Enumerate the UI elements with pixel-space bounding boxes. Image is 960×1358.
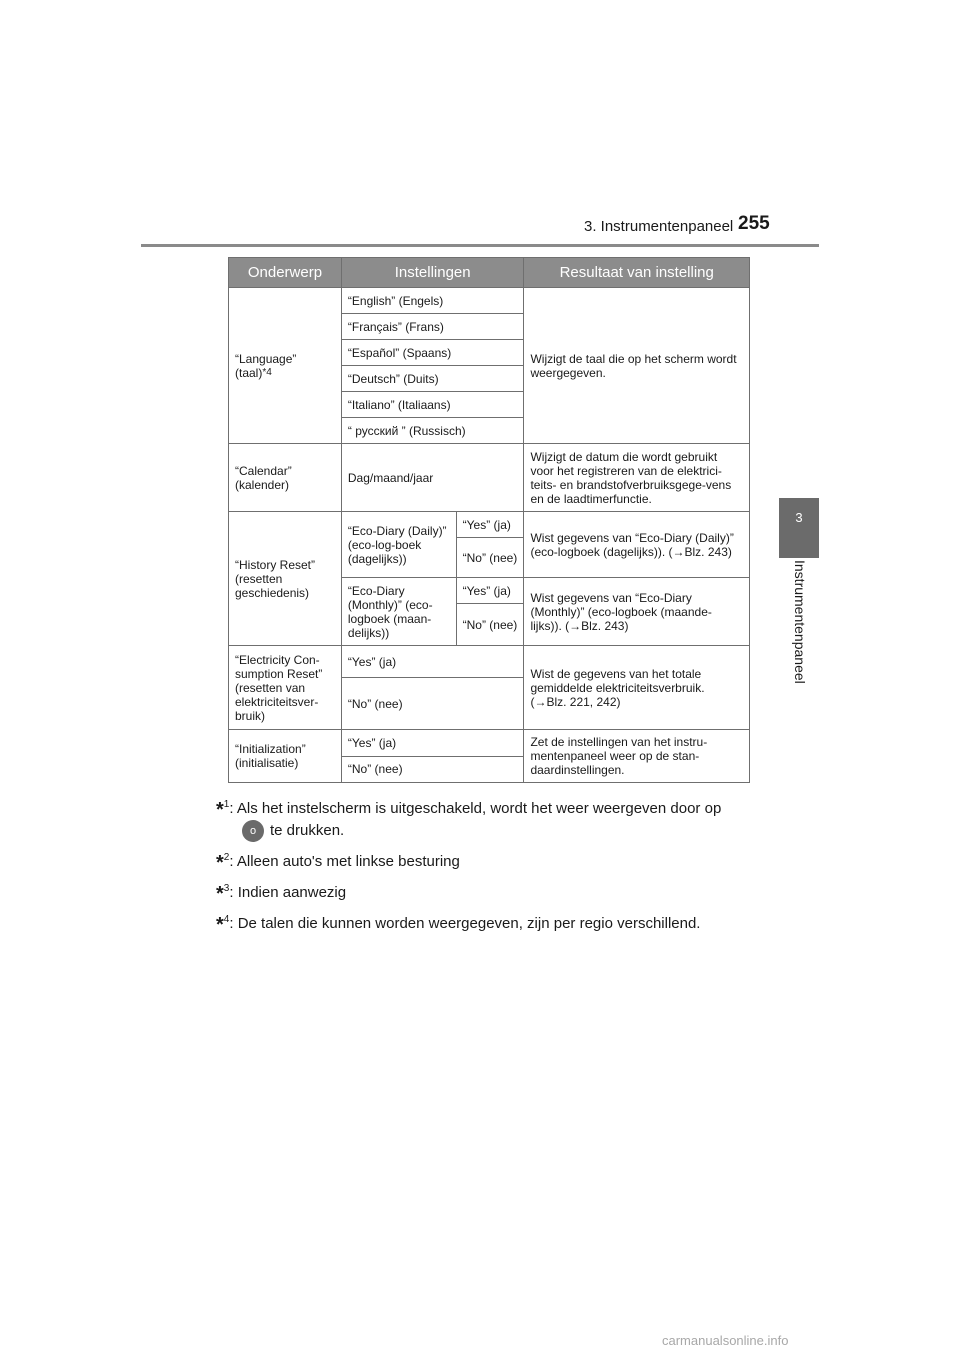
footnote-2 (216, 848, 756, 873)
footnote-number: 4 (223, 914, 230, 925)
section-title: 3. Instrumentenpaneel (584, 218, 734, 235)
footnote-number: 3 (223, 883, 230, 894)
result-electricity-reset: Wist de gegevens van het totale gemiddelde elektriciteitsverbruik. (→Blz. 221, 242) (524, 646, 750, 730)
setting-option: “Español” (Spaans) (341, 340, 524, 366)
setting-option: “Français” (Frans) (341, 314, 524, 340)
item-initialization: “Initialization” (initialisatie) (229, 730, 342, 783)
watermark: carmanualsonline.info (662, 1333, 789, 1348)
setting-option: “Italiano” (Italiaans) (341, 392, 524, 418)
option-no: “No” (nee) (341, 756, 524, 783)
item-calendar: “Calendar” (kalender) (229, 444, 342, 512)
table-row (229, 730, 750, 757)
setting-option: “ русский ” (Russisch) (341, 418, 524, 444)
footnote-text: : Alleen auto's met linkse besturing (229, 853, 460, 870)
column-header-item: Onderwerp (229, 258, 342, 288)
footnote-3 (216, 879, 756, 904)
option-yes: “Yes” (ja) (341, 730, 524, 757)
footnote-star: * (216, 914, 224, 936)
footnote-number: 2 (223, 852, 230, 863)
option-no: “No” (nee) (456, 538, 524, 578)
option-yes: “Yes” (ja) (456, 512, 524, 538)
footnote-1 (216, 795, 756, 842)
footnote-star: * (216, 852, 224, 874)
result-initialization: Zet de instellingen van het instru-mentenpaneel weer op de stan-daardinstellingen. (524, 730, 750, 783)
footnote-number: 1 (223, 799, 230, 810)
chapter-tab (779, 498, 819, 558)
setting-calendar: Dag/maand/jaar (341, 444, 524, 512)
table-header-row (229, 258, 750, 288)
table-row (229, 288, 750, 314)
footnote-continuation: te drukken. (270, 822, 345, 839)
settings-table (228, 257, 750, 783)
footnote-star: * (262, 366, 267, 378)
footnote-number: 4 (266, 366, 272, 378)
option-yes: “Yes” (ja) (456, 578, 524, 604)
item-language-text: “Language” (taal) (235, 351, 297, 380)
footnote-text: : De talen die kunnen worden weergegeven, zijn per regio verschillend. (229, 915, 701, 932)
option-yes: “Yes” (ja) (341, 646, 524, 678)
column-header-settings: Instellingen (341, 258, 524, 288)
item-history-reset: “History Reset” (resetten geschiedenis) (229, 512, 342, 646)
table-row (229, 512, 750, 538)
footnote-4 (216, 910, 756, 935)
setting-option: “Deutsch” (Duits) (341, 366, 524, 392)
column-header-result: Resultaat van instelling (524, 258, 750, 288)
result-calendar: Wijzigt de datum die wordt gebruikt voor het registreren van de elektrici-teits- en brandstofverbruiksgege-vens en de laadtimerfunctie. (524, 444, 750, 512)
option-no: “No” (nee) (341, 678, 524, 730)
chapter-number: 3 (795, 510, 803, 525)
option-no: “No” (nee) (456, 604, 524, 646)
item-language (229, 288, 342, 444)
footnote-text: : Als het instelscherm is uitgeschakeld, wordt het weer weergeven door op (229, 800, 722, 817)
round-control-button-icon: o (242, 820, 264, 842)
footnotes (216, 795, 756, 941)
result-language: Wijzigt de taal die op het scherm wordt weergegeven. (524, 288, 750, 444)
table-row (229, 646, 750, 678)
footnote-star: * (216, 883, 224, 905)
result-eco-diary-daily: Wist gegevens van “Eco-Diary (Daily)” (eco-logboek (dagelijks)). (→Blz. 243) (524, 512, 750, 578)
header-divider (141, 244, 819, 247)
result-eco-diary-monthly: Wist gegevens van “Eco-Diary (Monthly)” (eco-logboek (maande-lijks)). (→Blz. 243) (524, 578, 750, 646)
setting-eco-diary-daily: “Eco-Diary (Daily)” (eco-log-boek (dagelijks)) (341, 512, 456, 578)
footnote-star: * (216, 799, 224, 821)
table-row (229, 444, 750, 512)
page-number: 255 (738, 213, 770, 234)
footnote-ref (262, 367, 271, 378)
setting-option: “English” (Engels) (341, 288, 524, 314)
chapter-label: Instrumentenpaneel (792, 560, 808, 684)
item-electricity-reset: “Electricity Con-sumption Reset” (resetten van elektriciteitsver-bruik) (229, 646, 342, 730)
setting-eco-diary-monthly: “Eco-Diary (Monthly)” (eco-logboek (maan-delijks)) (341, 578, 456, 646)
footnote-text: : Indien aanwezig (229, 884, 347, 901)
